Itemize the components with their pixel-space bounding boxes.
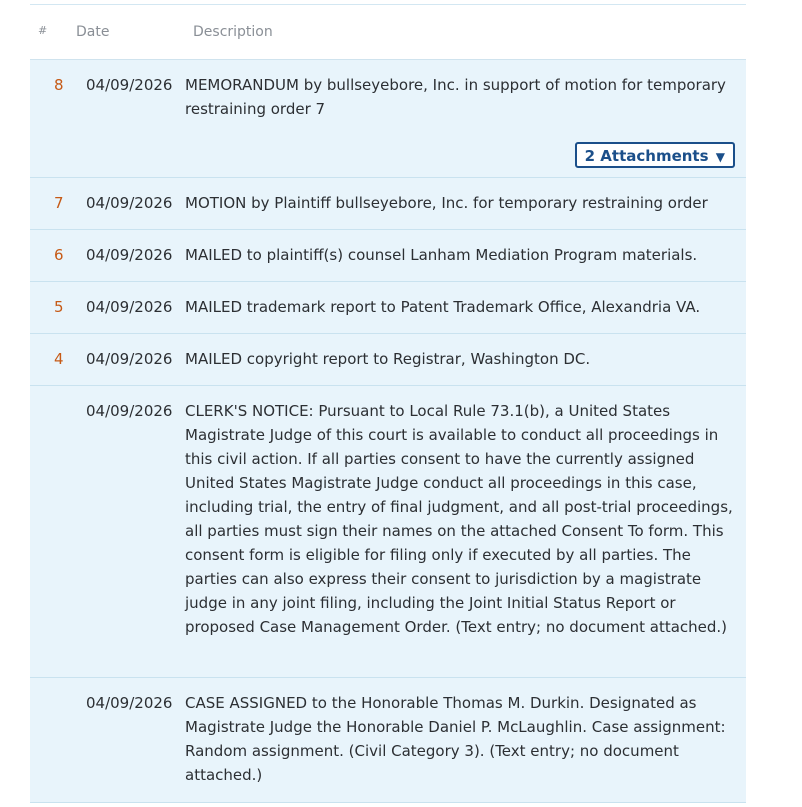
table-header <box>30 5 746 60</box>
docket-table <box>30 4 746 807</box>
entry-number: 4 <box>54 350 64 368</box>
table-row <box>30 678 746 803</box>
entry-number: 6 <box>54 246 64 264</box>
entry-date: 04/09/2026 <box>86 402 173 420</box>
description-column-header[interactable]: Description <box>193 24 273 40</box>
entry-date: 04/09/2026 <box>86 350 173 368</box>
entry-description: MAILED copyright report to Registrar, Washington DC. <box>185 350 591 368</box>
entry-description: MEMORANDUM by bullseyebore, Inc. in support of motion for temporary restraining order 7 <box>185 76 726 118</box>
entry-date: 04/09/2026 <box>86 194 173 212</box>
entry-number: 8 <box>54 76 64 94</box>
entry-description: CLERK'S NOTICE: Pursuant to Local Rule 73.1(b), a United States Magistrate Judge of this court is available to conduct all proceedings in this civil action. If all parties consent to have the currently assigned United States Magistrate Judge conduct all proceedings in this case, including trial, the entry of final judgment, and all post-trial proceedings, all parties must sign their names on the attached Consent To form. This consent form is eligible for filing only if executed by all parties. The parties can also express their consent to jurisdiction by a magistrate judge in any joint filing, including the Joint Initial Status Report or proposed Case Management Order. (Text entry; no document attached.) <box>185 402 733 636</box>
attachments-label: 2 Attachments <box>584 147 709 165</box>
date-column-header[interactable]: Date <box>76 24 110 40</box>
table-row <box>30 230 746 282</box>
table-row <box>30 178 746 230</box>
entry-number: 7 <box>54 194 64 212</box>
attachments-button[interactable] <box>575 142 735 168</box>
table-row <box>30 60 746 178</box>
table-row <box>30 386 746 678</box>
caret-down-icon: ▼ <box>715 150 725 164</box>
entry-date: 04/09/2026 <box>86 76 173 94</box>
entry-date: 04/09/2026 <box>86 694 173 712</box>
table-row <box>30 334 746 386</box>
entry-number: 5 <box>54 298 64 316</box>
table-row <box>30 282 746 334</box>
entry-description: MAILED trademark report to Patent Trademark Office, Alexandria VA. <box>185 298 701 316</box>
entry-date: 04/09/2026 <box>86 246 173 264</box>
entry-description: MOTION by Plaintiff bullseyebore, Inc. for temporary restraining order <box>185 194 708 212</box>
entry-date: 04/09/2026 <box>86 298 173 316</box>
entry-description: MAILED to plaintiff(s) counsel Lanham Mediation Program materials. <box>185 246 698 264</box>
number-column-header[interactable]: # <box>38 24 48 37</box>
entry-description: CASE ASSIGNED to the Honorable Thomas M. Durkin. Designated as Magistrate Judge the Honorable Daniel P. McLaughlin. Case assignment: Random assignment. (Civil Category 3). (Text entry; no document attached.) <box>185 694 726 784</box>
